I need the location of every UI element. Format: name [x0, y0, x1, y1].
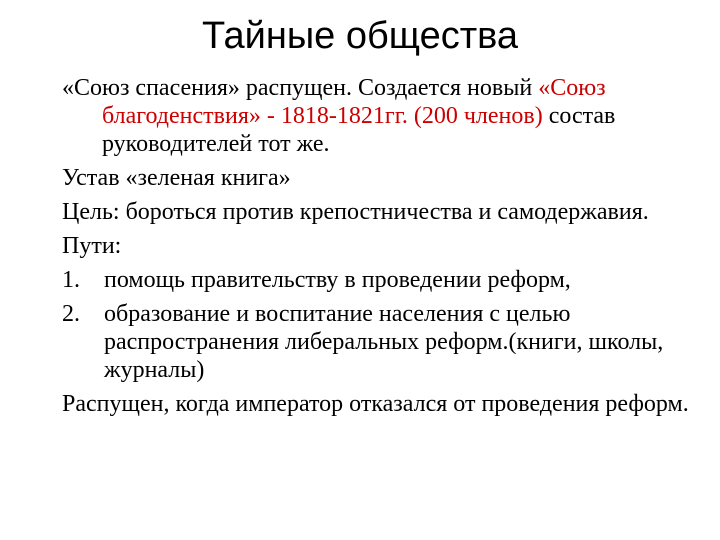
union-welfare-highlight: «Союз благоденствия» - 1818-1821гг. (200 членов)	[102, 75, 606, 129]
list-item-number: 2.	[62, 301, 80, 327]
ways-list	[62, 266, 692, 384]
paragraph-union-dissolved	[62, 74, 692, 158]
list-item-text: образование и воспитание населения с целью распространения либеральных реформ.(книги, школы, журналы)	[104, 301, 664, 383]
paragraph-text: состав руководителей тот же.	[102, 103, 616, 157]
paragraph-charter: Устав «зеленая книга»	[62, 165, 291, 191]
list-item	[62, 300, 692, 384]
slide-body	[62, 74, 692, 424]
paragraph-ways: Пути:	[62, 233, 122, 259]
list-item-text: помощь правительству в проведении реформ,	[104, 267, 571, 293]
slide-title: Тайные общества	[201, 15, 519, 57]
list-item-number: 1.	[62, 267, 80, 293]
list-item	[62, 266, 692, 294]
paragraph-goal: Цель: бороться против крепостничества и самодержавия.	[62, 199, 649, 225]
paragraph-text: «Союз спасения» распущен. Создается новый	[62, 75, 539, 101]
paragraph-dissolved: Распущен, когда император отказался от проведения реформ.	[62, 391, 689, 417]
